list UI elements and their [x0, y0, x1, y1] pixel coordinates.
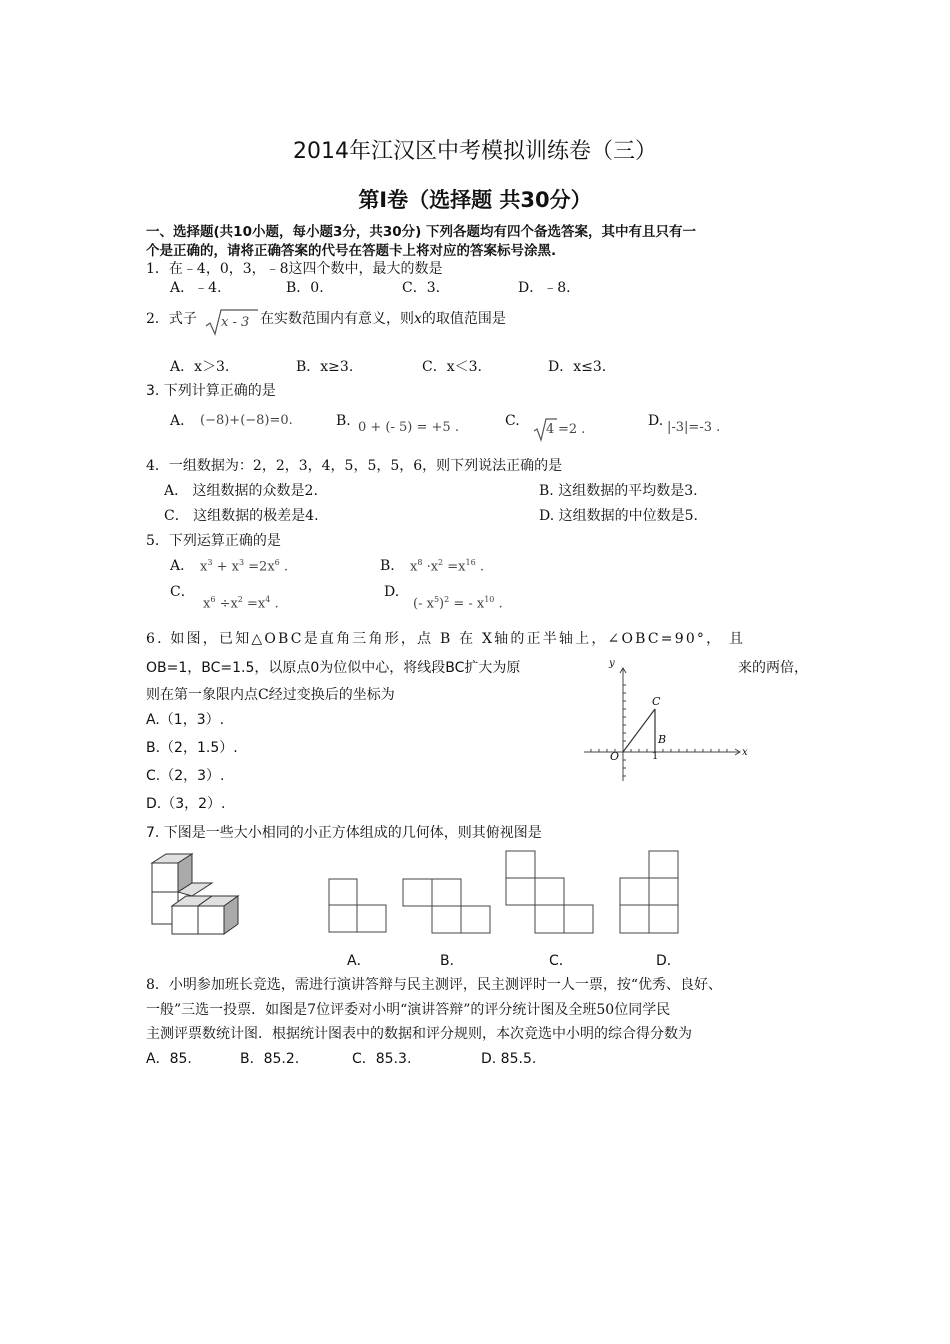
q3-radicand: 4 [546, 422, 555, 437]
q6-option-a: A.（1，3）. [146, 712, 225, 728]
q3-option-c-label: C. [505, 413, 520, 429]
q6-line-1: 6. 如图，已知△OBC是直角三角形，点 B 在 X轴的正半轴上，∠OBC=90°， 且 [146, 631, 746, 647]
q7-option-d: D． [656, 953, 681, 969]
q3-option-a-label: A． [170, 413, 195, 429]
graph-c-label: C [652, 695, 661, 708]
q6-option-c: C.（2，3）. [146, 768, 225, 784]
q5-option-a-label: A． [170, 558, 195, 574]
q7-view-d [619, 850, 681, 935]
q7-option-a: A． [347, 953, 371, 969]
q5-option-d-label: D. [384, 584, 400, 600]
q6-line-3: 则在第一象限内点C经过变换后的坐标为 [146, 687, 395, 703]
q8-line-2: 一般”三选一投票．如图是7位评委对小明“演讲答辩”的评分统计图及全班50位同学民 [146, 1002, 671, 1018]
q6-line-2b: 来的两倍， [738, 660, 808, 676]
graph-tick-one-label: 1 [652, 751, 659, 762]
q1-option-d: D．﹣8. [518, 280, 571, 296]
q2-option-c: C．x＜3. [422, 359, 482, 375]
q7-cube-solid [148, 853, 248, 937]
q8-option-a: A．85. [146, 1051, 192, 1067]
q7-option-c: C． [549, 953, 573, 969]
q5-option-b-label: B. [380, 558, 395, 574]
segment-oc [623, 709, 655, 752]
q1-option-b: B．0. [286, 280, 324, 296]
q7-view-a [328, 878, 388, 934]
q2-stem-mid: 在实数范围内有意义，则 [260, 311, 414, 327]
q2-option-a: A．x＞3. [170, 359, 230, 375]
q8-line-1: 8．小明参加班长竞选，需进行演讲答辩与民主测评，民主测评时一人一票，按“优秀、良好、 [146, 977, 723, 993]
q8-line-3: 主测评票数统计图．根据统计图表中的数据和评分规则，本次竞选中小明的综合得分数为 [146, 1026, 692, 1042]
graph-origin-label: O [610, 750, 620, 763]
graph-x-label: x [742, 747, 748, 758]
graph-y-label: y [609, 658, 615, 669]
q2-radicand: x - 3 [221, 315, 250, 330]
q6-option-b: B.（2，1.5）. [146, 740, 238, 756]
q2-option-d: D．x≤3. [548, 359, 607, 375]
instructions-line-1: 一、选择题(共10小题，每小题3分，共30分) 下列各题均有四个备选答案，其中有且只有一 [146, 224, 697, 240]
q3-option-d-label: D. [648, 413, 664, 429]
q5-option-c-expr: $x^6 \div x^2 =x^4$ . [203, 595, 279, 612]
q4-option-a: A． 这组数据的众数是2. [164, 483, 318, 499]
exam-title: 2014年江汉区中考模拟训练卷（三） [293, 139, 657, 164]
q2-stem-end [260, 310, 506, 328]
q5-stem: 5．下列运算正确的是 [146, 533, 281, 549]
q8-option-c: C．85.3. [352, 1051, 412, 1067]
q3-option-c-result: =2 . [558, 422, 586, 437]
q1-option-a: A．﹣4. [170, 280, 222, 296]
q3-option-c-expr [533, 416, 593, 442]
q2-variable: x [414, 311, 422, 327]
q7-option-b: B． [440, 953, 464, 969]
q3-option-b-label: B. [336, 413, 351, 429]
q8-option-d: D. 85.5. [481, 1051, 537, 1067]
q7-view-c [505, 850, 595, 935]
graph-b-label: B [658, 733, 667, 746]
q6-coordinate-graph [580, 655, 750, 785]
q3-option-d-expr: |-3|=-3 . [667, 420, 721, 435]
section-title: 第Ⅰ卷（选择题 共30分） [358, 188, 592, 212]
q5-option-b-expr: $x^8 \cdot x^2 =x^{16}$ . [410, 558, 484, 575]
q7-view-b [402, 878, 492, 934]
q2-stem-tail: 的取值范围是 [421, 311, 506, 327]
q8-option-b: B．85.2. [240, 1051, 300, 1067]
q4-stem: 4．一组数据为：2，2，3，4，5，5，5，6，则下列说法正确的是 [146, 458, 563, 474]
q5-option-d-expr: (- $x^5)^2$ = - $x^{10}$ . [413, 595, 503, 612]
q5-option-a-expr: $x^3 + x^3 =2x^6$ . [200, 558, 289, 575]
q2-option-b: B．x≥3. [296, 359, 354, 375]
q1-stem: 1．在﹣4，0，3，﹣8这四个数中，最大的数是 [146, 261, 443, 277]
q5-option-c-label: C． [170, 584, 195, 600]
q3-stem: 3. 下列计算正确的是 [146, 383, 276, 399]
instructions-line-2: 个是正确的，请将正确答案的代号在答题卡上将对应的答案标号涂黑. [146, 243, 557, 259]
q4-option-d: D. 这组数据的中位数是5. [539, 508, 698, 524]
q1-option-c: C．3. [402, 280, 441, 296]
q2-stem-start: 2．式子 [146, 311, 197, 327]
q4-option-c: C． 这组数据的极差是4. [164, 508, 319, 524]
q4-option-b: B. 这组数据的平均数是3. [539, 483, 698, 499]
q6-line-2a: OB=1，BC=1.5，以原点0为位似中心，将线段BC扩大为原 [146, 660, 521, 676]
q2-sqrt-expression [204, 306, 258, 336]
q3-option-b-expr: 0 + (- 5) = +5 . [358, 420, 459, 435]
q7-stem: 7. 下图是一些大小相同的小正方体组成的几何体，则其俯视图是 [146, 825, 542, 841]
q3-option-a-expr: (−8)+(−8)=0. [200, 413, 293, 428]
q6-option-d: D.（3，2）. [146, 796, 226, 812]
